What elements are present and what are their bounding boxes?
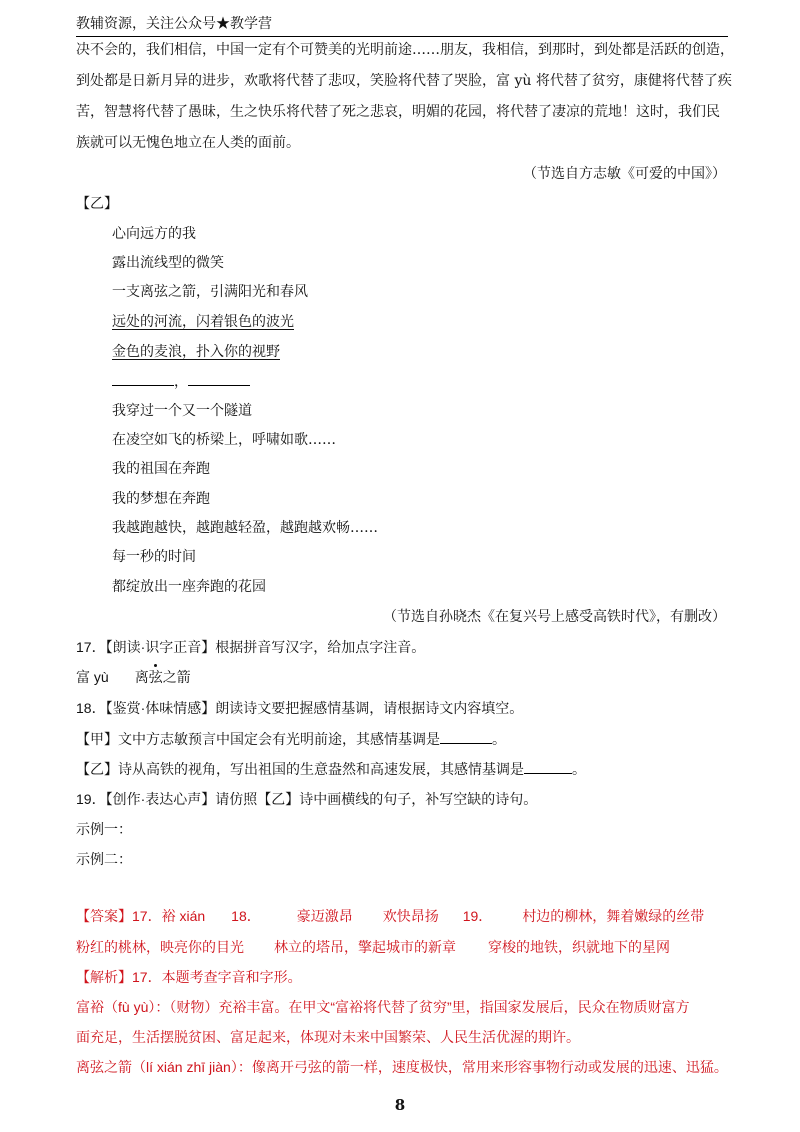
poem-line: 露出流线型的微笑 xyxy=(112,255,224,271)
poem-line: 心向远方的我 xyxy=(112,226,196,242)
analysis-line-3: 离弦之箭（lí xián zhī jiàn）：像离开弓弦的箭一样，速度极快，常用来形容事物行动或发展的迅速、迅猛。 xyxy=(76,1059,728,1075)
answer-blank[interactable] xyxy=(524,759,572,774)
poem-line: 在凌空如飞的桥梁上，呼啸如歌…… xyxy=(112,432,336,448)
q17-item-b: 离弦之箭 xyxy=(134,669,191,685)
underlined-text: 远处的河流，闪着银色的波光 xyxy=(112,314,294,330)
example-1: 示例一： xyxy=(76,821,132,837)
poem-line-underlined xyxy=(112,312,762,332)
poem-line: 我的祖国在奔跑 xyxy=(112,461,210,477)
poem-line: 都绽放出一座奔跑的花园 xyxy=(112,579,266,595)
yi-source: （节选自孙晓杰《在复兴号上感受高铁时代》，有删改） xyxy=(383,608,726,624)
jia-line-4: 族就可以无愧色地立在人类的面前。 xyxy=(76,135,300,151)
question-18-jia: 【甲】文中方志敏预言中国定会有光明前途，其感情基调是 。 xyxy=(76,731,506,747)
question-18: 18．【鉴赏·体味情感】朗读诗文要把握感情基调，请根据诗文内容填空。 xyxy=(76,700,524,716)
jia-line-2: 到处都是日新月异的进步，欢歌将代替了悲叹，笑脸将代替了哭脸，富 yù 将代替了贫穷，康健将代替了疾 xyxy=(76,73,732,89)
poem-line: 我的梦想在奔跑 xyxy=(112,491,210,507)
jia-line-3: 苦，智慧将代替了愚昧，生之快乐将代替了死之悲哀，明媚的花园，将代替了凄凉的荒地！这时，我们民 xyxy=(76,104,720,120)
analysis-heading: 【解析】17．本题考查字音和字形。 xyxy=(76,969,302,985)
jia-source: （节选自方志敏《可爱的中国》） xyxy=(523,165,726,181)
blank-1[interactable] xyxy=(112,371,174,386)
page-header: 教辅资源，关注公众号★教学营 xyxy=(76,16,272,32)
answer-line-2: 粉红的桃林，映亮你的目光 林立的塔吊，擎起城市的新章 穿梭的地铁，织就地下的星网 xyxy=(76,939,670,955)
poem-blank-line xyxy=(112,371,762,392)
question-18-yi: 【乙】诗从高铁的视角，写出祖国的生意盎然和高速发展，其感情基调是 。 xyxy=(76,761,586,777)
poem-line: 我穿过一个又一个隧道 xyxy=(112,403,252,419)
header-divider xyxy=(76,36,728,37)
poem-line: 一支离弦之箭，引满阳光和春风 xyxy=(112,284,308,300)
analysis-line-1: 富裕（fù yù）：（财物）充裕丰富。在甲文“富裕将代替了贫穷”里，指国家发展后，民众在物质财富方 xyxy=(76,999,690,1015)
poem-line: 我越跑越快，越跑越轻盈，越跑越欢畅…… xyxy=(112,520,378,536)
underlined-text: 金色的麦浪，扑入你的视野 xyxy=(112,344,280,360)
question-19: 19．【创作·表达心声】请仿照【乙】诗中画横线的句子，补写空缺的诗句。 xyxy=(76,791,538,807)
blank-2[interactable] xyxy=(188,371,250,386)
answer-line-1: 【答案】17．裕 xián 18． 豪迈激昂 欢快昂扬 19． 村边的柳林，舞着嫩绿的丝带 xyxy=(76,908,705,924)
poem-line-underlined xyxy=(112,342,762,362)
example-2: 示例二： xyxy=(76,851,132,867)
dotted-char: 弦 xyxy=(148,669,163,685)
yi-heading: 【乙】 xyxy=(76,195,118,211)
blank-comma: ， xyxy=(174,374,188,390)
analysis-line-2: 面充足，生活摆脱贫困、富足起来，体现对未来中国繁荣、人民生活优渥的期许。 xyxy=(76,1029,580,1045)
jia-line-1: 决不会的，我们相信，中国一定有个可赞美的光明前途……朋友，我相信，到那时，到处都是活跃的创造， xyxy=(76,42,734,58)
question-17: 17．【朗读·识字正音】根据拼音写汉字，给加点字注音。 xyxy=(76,639,426,655)
q17-item-a: 富 yù xyxy=(76,669,109,685)
question-17-items xyxy=(76,667,726,687)
page-number: 8 xyxy=(394,1096,406,1114)
answer-blank[interactable] xyxy=(440,729,492,744)
poem-line: 每一秒的时间 xyxy=(112,549,196,565)
